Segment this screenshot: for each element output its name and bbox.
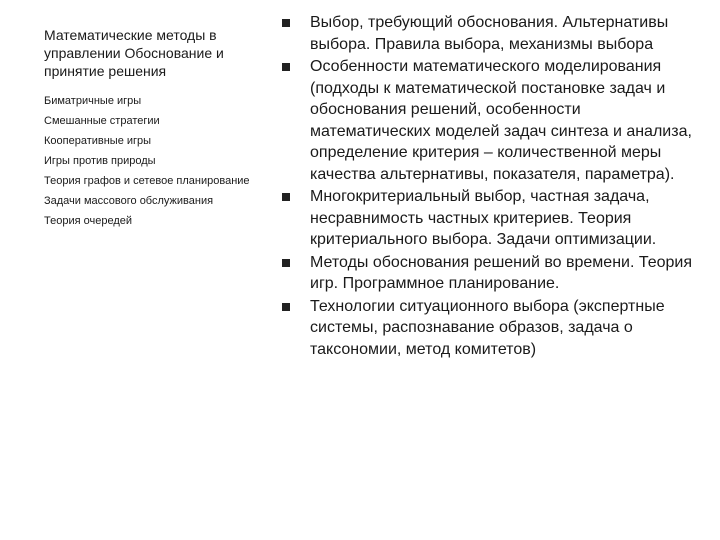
square-bullet-icon	[282, 193, 290, 201]
topic-item: Биматричные игры	[44, 95, 142, 107]
page-title: Математические методы в управлении Обоснование и принятие решения	[44, 27, 224, 79]
left-panel	[44, 26, 266, 234]
bullet-item	[280, 252, 704, 295]
bullet-list	[280, 12, 704, 360]
square-bullet-icon	[282, 63, 290, 71]
bullet-text: Особенности математического моделирования (подходы к математической постановке задач и обоснования решений, особенности математических моделей задач синтеза и анализа, определение критерия – количественной меры качества альтернативы, показателя, параметра).	[310, 58, 692, 183]
bullet-text: Методы обоснования решений во времени. Теория игр. Программное планирование.	[310, 253, 693, 292]
bullet-text: Выбор, требующий обоснования. Альтернативы выбора. Правила выбора, механизмы выбора	[310, 14, 669, 53]
topic-item: Кооперативные игры	[44, 135, 152, 147]
topic-item: Игры против природы	[44, 155, 156, 167]
topic-item: Смешанные стратегии	[44, 115, 160, 127]
bullet-text: Технологии ситуационного выбора (экспертные системы, распознавание образов, задача о таксономии, метод комитетов)	[310, 297, 665, 358]
topic-item: Задачи массового обслуживания	[44, 195, 214, 207]
square-bullet-icon	[282, 19, 290, 27]
bullet-item	[280, 296, 704, 361]
topic-item: Теория графов и сетевое планирование	[44, 175, 250, 187]
topic-item: Теория очередей	[44, 215, 133, 227]
bullet-text: Многокритериальный выбор, частная задача, несравнимость частных критериев. Теория критериального выбора. Задачи оптимизации.	[310, 188, 657, 248]
topic-list	[44, 94, 266, 228]
bullet-item	[280, 12, 704, 55]
bullet-item	[280, 186, 704, 251]
bullet-item	[280, 56, 704, 185]
square-bullet-icon	[282, 259, 290, 267]
content-panel	[280, 12, 704, 361]
square-bullet-icon	[282, 303, 290, 311]
